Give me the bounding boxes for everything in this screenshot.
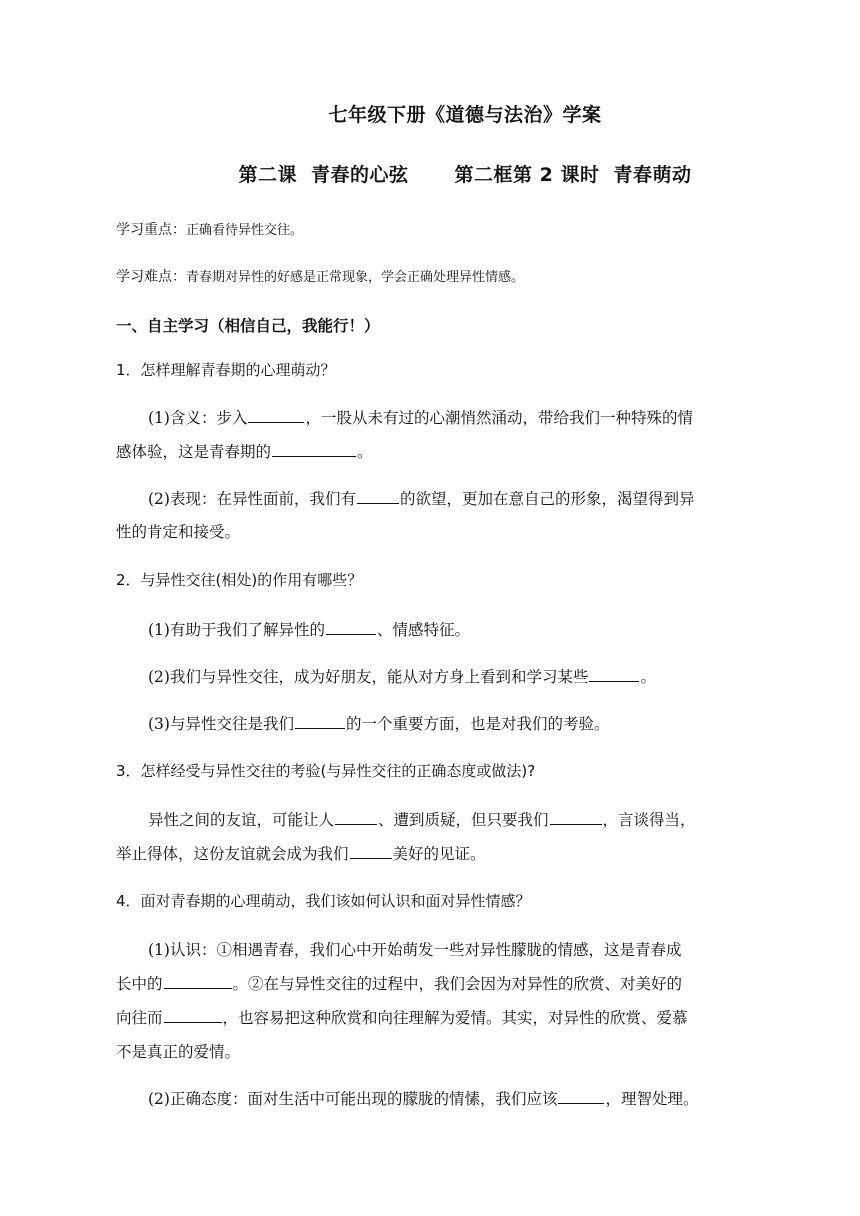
question-2-title: 2．与异性交往(相处)的作用有哪些？ (116, 571, 363, 589)
q4-line-3 (116, 1006, 746, 1028)
difficulty (116, 266, 746, 286)
q2-item-3 (148, 712, 778, 734)
q1-expression-text-b: 的欲望，更加在意自己的形象，渴望得到异 (399, 490, 695, 508)
q2-item-1 (148, 618, 778, 640)
answer-blank[interactable] (326, 619, 376, 635)
frame-name: 青春萌动 (613, 164, 692, 186)
q4-text-b: 。②在与异性交往的过程中，我们会因为对异性的欣赏、对美好的 (232, 975, 683, 993)
q4-line-5 (148, 1087, 778, 1109)
answer-blank[interactable] (589, 666, 639, 682)
answer-blank[interactable] (248, 407, 304, 423)
q4-text-e: (2)正确态度：面对生活中可能出现的朦胧的情愫，我们应该 (148, 1090, 558, 1108)
page-title: 七年级下册《道德与法治》学案 (328, 104, 602, 126)
q1-meaning-line-1 (148, 406, 778, 428)
answer-blank[interactable] (357, 488, 399, 504)
q1-meaning-line-2 (116, 440, 746, 462)
question-1-title: 1．怎样理解青春期的心理萌动？ (116, 361, 336, 379)
q1-meaning-text-d: 。 (357, 443, 373, 461)
q3-line-2 (116, 842, 746, 864)
answer-blank[interactable] (335, 809, 377, 825)
answer-blank[interactable] (164, 1007, 222, 1023)
lesson-subtitle (0, 160, 860, 187)
q1-meaning-text-c: 感体验，这是青春期的 (116, 443, 272, 461)
q1-meaning-text-b: ，一股从未有过的心潮悄然涌动，带给我们一种特殊的情 (305, 409, 693, 427)
q4-line-2 (116, 972, 746, 994)
q4-line-1: (1)认识：①相遇青春，我们心中开始萌发一些对异性朦胧的情感，这是青春成 (148, 941, 682, 959)
q3-line-1 (148, 808, 778, 830)
question-4-title: 4．面对青春期的心理萌动，我们该如何认识和面对异性情感？ (116, 892, 531, 910)
lesson-name: 青春的心弦 (311, 164, 409, 186)
q3-text-c: ，言谈得当， (602, 811, 696, 829)
q2-item-2 (148, 665, 778, 687)
key-point-text: 正确看待异性交往。 (186, 223, 304, 238)
answer-blank[interactable] (295, 713, 345, 729)
answer-blank[interactable] (558, 1088, 604, 1104)
q1-expression-line-2: 性的肯定和接受。 (116, 523, 241, 541)
key-point (116, 219, 746, 239)
q3-text-b: 、遭到质疑，但只要我们 (378, 811, 549, 829)
q4-text-a: 长中的 (116, 975, 163, 993)
q1-meaning-text-a: (1)含义：步入 (148, 409, 248, 427)
q2-item-1-text-b: 、情感特征。 (376, 621, 470, 639)
answer-blank[interactable] (164, 973, 232, 989)
q1-expression-text-a: (2)表现：在异性面前，我们有 (148, 490, 356, 508)
q2-item-2-text-a: (2)我们与异性交往，成为好朋友，能从对方身上看到和学习某些 (148, 668, 589, 686)
answer-blank[interactable] (272, 441, 356, 457)
q2-item-3-text-a: (3)与异性交往是我们 (148, 715, 294, 733)
key-point-label: 学习重点： (116, 222, 186, 238)
q4-text-d: ，也容易把这种欣赏和向往理解为爱情。其实，对异性的欣赏、爱慕 (222, 1009, 688, 1027)
frame-number: 第二框第 2 课时 (454, 164, 600, 186)
lesson-number: 第二课 (238, 164, 298, 186)
q4-line-4: 不是真正的爱情。 (116, 1043, 241, 1061)
difficulty-text: 青春期对异性的好感是正常现象，学会正确处理异性情感。 (186, 270, 525, 285)
q2-item-2-text-b: 。 (640, 668, 656, 686)
q1-expression-line-1 (148, 487, 778, 509)
answer-blank[interactable] (350, 843, 392, 859)
q4-text-c: 向往而 (116, 1009, 163, 1027)
q2-item-1-text-a: (1)有助于我们了解异性的 (148, 621, 325, 639)
q2-item-3-text-b: 的一个重要方面，也是对我们的考验。 (345, 715, 610, 733)
answer-blank[interactable] (550, 809, 602, 825)
q3-text-a: 异性之间的友谊，可能让人 (148, 811, 335, 829)
question-3-title: 3．怎样经受与异性交往的考验(与异性交往的正确态度或做法)? (116, 762, 536, 780)
difficulty-label: 学习难点： (116, 269, 186, 285)
q3-text-d: 举止得体，这份友谊就会成为我们 (116, 845, 349, 863)
section-heading-self-study: 一、自主学习（相信自己，我能行！） (116, 317, 380, 335)
q4-text-f: ，理智处理。 (605, 1090, 699, 1108)
q3-text-e: 美好的见证。 (392, 845, 486, 863)
